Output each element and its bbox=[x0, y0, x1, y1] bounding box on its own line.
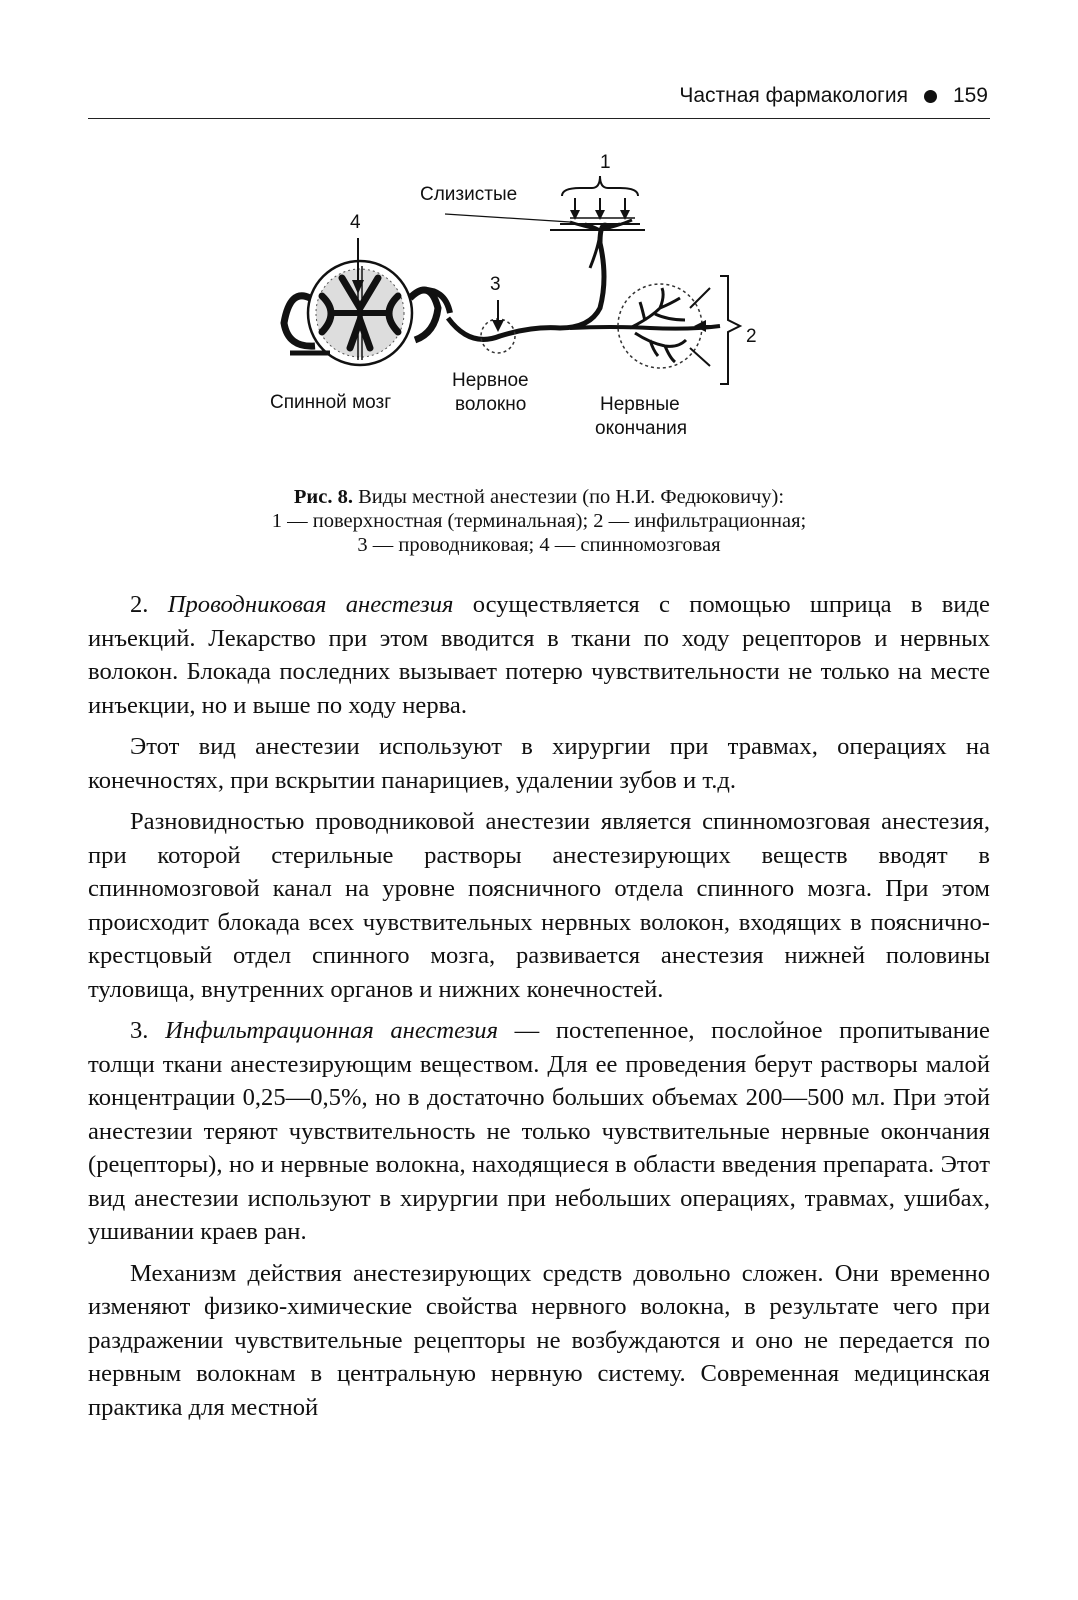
term-infiltration: Инфильтрационная анестезия bbox=[165, 1017, 499, 1044]
label-nerve-fiber-2: волокно bbox=[455, 394, 527, 415]
nerve-endings-drawing bbox=[630, 288, 686, 362]
spinal-cord-drawing bbox=[284, 261, 450, 365]
label-4: 4 bbox=[350, 212, 361, 233]
header-rule bbox=[88, 118, 990, 119]
bracket-2 bbox=[720, 276, 740, 384]
caption-line-3: 3 — проводниковая; 4 — спинномозговая bbox=[357, 534, 721, 556]
label-1: 1 bbox=[600, 152, 611, 173]
paragraph-text: осуществляется с помощью шприца в виде инъекций. Лекарство при этом вводится в ткани по ходу рецепторов и нервных волокон. Блокада последних вызывает потерю чувствительности не только на месте инъекции, но и выше по ходу нерва. bbox=[88, 591, 990, 719]
section-title: Частная фармакология bbox=[679, 84, 908, 107]
surface-arrows bbox=[562, 176, 638, 220]
page-number: 159 bbox=[952, 84, 988, 107]
label-nerve-fiber-1: Нервное bbox=[452, 370, 529, 391]
caption-title: Виды местной анестезии (по Н.И. Федюковичу): bbox=[358, 486, 785, 508]
bullet-icon bbox=[924, 90, 937, 103]
list-number: 2. bbox=[130, 591, 149, 618]
list-number: 3. bbox=[130, 1017, 149, 1044]
paragraph-infiltration bbox=[88, 1014, 990, 1249]
running-head bbox=[90, 78, 988, 114]
anesthesia-figure bbox=[270, 148, 790, 458]
paragraph-mechanism: Механизм действия анестезирующих средств довольно сложен. Они временно изменяют физико-химические свойства нервного волокна, в результате чего при раздражении чувствительные рецепторы не возбуждаются и оно не передается по нервным волокнам в центральную нервную систему. Современная медицинская практика для местной bbox=[88, 1259, 990, 1421]
paragraph-text: — постепенное, послойное пропитывание толщи ткани анестезирующим веществом. Для ее проведения берут растворы малой концентрации 0,25—0,5%, но в достаточно больших объемах 200—500 мл. При этой анестезии теряют чувствительность не только чувствительные нервные окончания (рецепторы), но и нервные волокна, находящиеся в области введения препарата. Этот вид анестезии используют в хирургии при небольших операциях, травмах, ушибах, ушивании краев ран. bbox=[88, 1017, 990, 1245]
label-spinal-cord: Спинной мозг bbox=[270, 392, 392, 413]
label-mucosa: Слизистые bbox=[420, 184, 518, 205]
label-2: 2 bbox=[746, 326, 757, 347]
label-nerve-endings-2: окончания bbox=[595, 418, 688, 439]
label-3: 3 bbox=[490, 274, 501, 295]
paragraph-usage: Этот вид анестезии используют в хирургии при травмах, операциях на конечностях, при вскрытии панарициев, удалении зубов и т.д. bbox=[88, 733, 990, 794]
caption-line-2: 1 — поверхностная (терминальная); 2 — инфильтрационная; bbox=[271, 510, 807, 532]
nerve-fiber-line bbox=[448, 225, 610, 339]
mucosa-branches bbox=[445, 214, 645, 268]
paragraph-spinal: Разновидностью проводниковой анестезии является спинномозговая анестезия, при которой стерильные растворы анестезирующих веществ вводят в спинномозговой канал на уровне поясничного отдела спинного мозга. При этом происходит блокада всех чувствительных нервных волокон, входящих в пояснично-крестцовый отдел спинного мозга, развивается анестезия нижней половины туловища, внутренних органов и нижних конечностей. bbox=[88, 808, 990, 1003]
caption-label: Рис. 8. bbox=[293, 486, 353, 508]
figure-caption bbox=[88, 485, 990, 557]
label-nerve-endings-1: Нервные bbox=[600, 394, 680, 415]
paragraph-conduction bbox=[88, 588, 990, 722]
term-conduction: Проводниковая анестезия bbox=[167, 591, 454, 618]
body-text bbox=[88, 588, 990, 1432]
